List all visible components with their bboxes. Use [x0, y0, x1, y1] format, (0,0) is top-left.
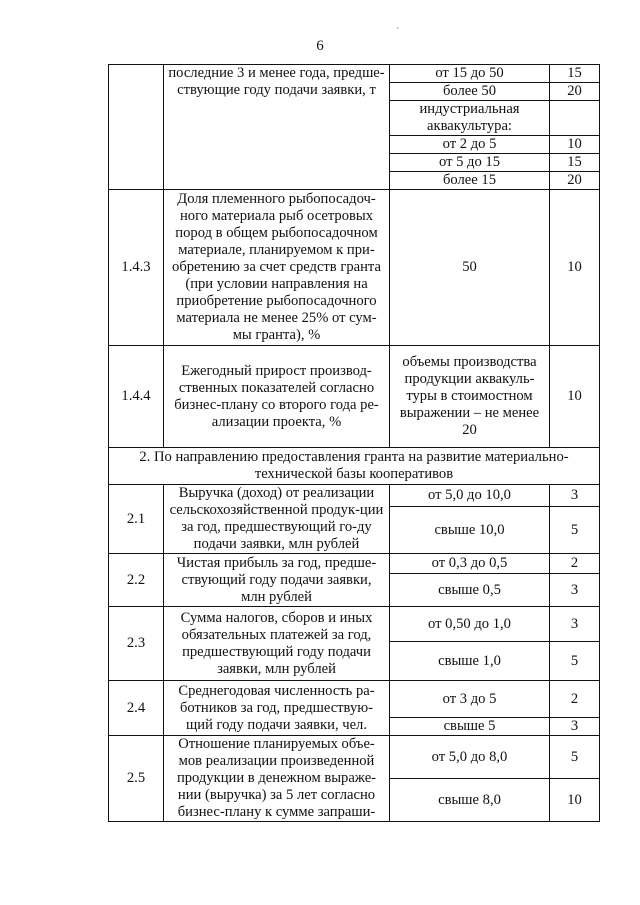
- range-cell: объемы производства продукции аквакуль-туры в стоимостном выражении – не менее 20: [390, 346, 550, 448]
- range-cell: 50: [390, 190, 550, 346]
- points-cell: 10: [550, 346, 600, 448]
- points-cell: 10: [550, 779, 600, 822]
- range-cell: свыше 10,0: [390, 507, 550, 554]
- points-cell: 2: [550, 554, 600, 574]
- points-cell: 3: [550, 718, 600, 736]
- criterion-cell: Доля племенного рыбопосадоч-ного материала рыб осетровых пород в общем рыбопосадочном материале, планируемом к при-обретению за счет средств гранта (при условии направления на приобретение рыбопосадочного материала не менее 25% от сум-мы гранта), %: [164, 190, 390, 346]
- criterion-cell: Отношение планируемых объе-мов реализации произведенной продукции в денежном выраже-нии (выручка) за 5 лет согласно бизнес-плану к сумме запраши-: [164, 736, 390, 822]
- points-cell: [550, 101, 600, 136]
- points-cell: 10: [550, 136, 600, 154]
- table-row: [109, 65, 600, 83]
- points-cell: 3: [550, 607, 600, 642]
- row-number-cell: 1.4.3: [109, 190, 164, 346]
- range-cell: более 15: [390, 172, 550, 190]
- table-row: [109, 485, 600, 507]
- points-cell: 5: [550, 642, 600, 681]
- table-row: [109, 607, 600, 642]
- row-number-cell: [109, 65, 164, 190]
- criterion-cell: Чистая прибыль за год, предше-ствующий году подачи заявки, млн рублей: [164, 554, 390, 607]
- range-cell: индустриальная аквакультура:: [390, 101, 550, 136]
- criterion-cell: последние 3 и менее года, предше-ствующие году подачи заявки, т: [164, 65, 390, 190]
- points-cell: 5: [550, 507, 600, 554]
- points-cell: 2: [550, 681, 600, 718]
- table-row: [109, 554, 600, 574]
- criterion-cell: Ежегодный прирост производ-ственных показателей согласно бизнес-плану со второго года ре-ализации проекта, %: [164, 346, 390, 448]
- range-cell: от 2 до 5: [390, 136, 550, 154]
- row-number-cell: 2.1: [109, 485, 164, 554]
- row-number-cell: 2.3: [109, 607, 164, 681]
- table-row: [109, 448, 600, 485]
- points-cell: 3: [550, 574, 600, 607]
- table-row: [109, 190, 600, 346]
- row-number-cell: 1.4.4: [109, 346, 164, 448]
- points-cell: 10: [550, 190, 600, 346]
- criterion-cell: Выручка (доход) от реализации сельскохозяйственной продук-ции за год, предшествующий го-ду подачи заявки, млн рублей: [164, 485, 390, 554]
- scoring-criteria-table: [108, 64, 600, 822]
- points-cell: 3: [550, 485, 600, 507]
- row-number-cell: 2.2: [109, 554, 164, 607]
- points-cell: 20: [550, 172, 600, 190]
- row-number-cell: 2.5: [109, 736, 164, 822]
- range-cell: свыше 5: [390, 718, 550, 736]
- range-cell: от 5,0 до 10,0: [390, 485, 550, 507]
- table-row: [109, 681, 600, 718]
- range-cell: от 15 до 50: [390, 65, 550, 83]
- range-cell: от 0,3 до 0,5: [390, 554, 550, 574]
- range-cell: свыше 1,0: [390, 642, 550, 681]
- range-cell: от 3 до 5: [390, 681, 550, 718]
- points-cell: 5: [550, 736, 600, 779]
- range-cell: от 0,50 до 1,0: [390, 607, 550, 642]
- range-cell: свыше 8,0: [390, 779, 550, 822]
- page-number: 6: [316, 38, 324, 54]
- criterion-cell: Среднегодовая численность ра-ботников за год, предшествую-щий году подачи заявки, чел.: [164, 681, 390, 736]
- table-row: [109, 736, 600, 779]
- range-cell: более 50: [390, 83, 550, 101]
- range-cell: от 5 до 15: [390, 154, 550, 172]
- section-heading: 2. По направлению предоставления гранта на развитие материально-технической базы кооперативов: [109, 448, 600, 485]
- range-cell: свыше 0,5: [390, 574, 550, 607]
- points-cell: 15: [550, 154, 600, 172]
- points-cell: 20: [550, 83, 600, 101]
- scan-mark: ˋ: [396, 26, 400, 38]
- criterion-cell: Сумма налогов, сборов и иных обязательных платежей за год, предшествующий году подачи заявки, млн рублей: [164, 607, 390, 681]
- table-row: [109, 346, 600, 448]
- range-cell: от 5,0 до 8,0: [390, 736, 550, 779]
- points-cell: 15: [550, 65, 600, 83]
- row-number-cell: 2.4: [109, 681, 164, 736]
